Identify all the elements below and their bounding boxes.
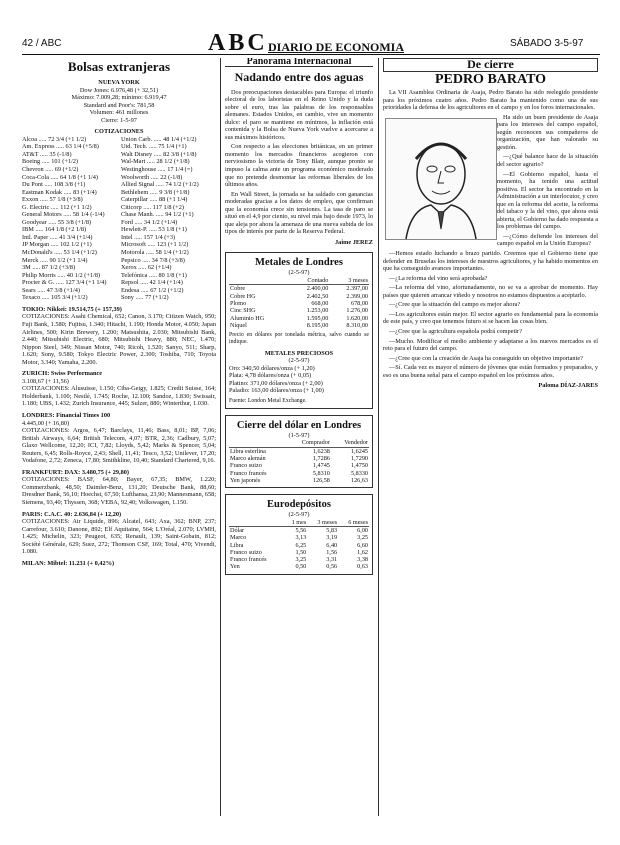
table-cell: 1,6238 (312, 447, 330, 455)
section-kicker: De cierre (383, 58, 598, 72)
market-name: NUEVA YORK (98, 79, 140, 86)
interview-answer: —El Gobierno español, hasta el momento, ha tenido una actitud positiva. El sector ha encontrado en la Administración a un interlocutor, y creo que en la reforma del aceite, la reforma del tabaco y la del vino, que ahora está abierta, el Gobierno ha dado respuesta a los problemas del campo. (497, 170, 598, 231)
table-cell: 668,00 (311, 299, 329, 307)
table-row (229, 285, 369, 293)
table-row (229, 470, 369, 477)
quote-line: Caterpillar ..... 88 (+1 1/4) (121, 196, 188, 204)
masthead: ABC (208, 30, 268, 56)
market-summary (22, 87, 216, 125)
box-date: (1-5-97) (288, 431, 310, 439)
quote-line: Hewlett-P. ..... 53 1/8 (+1) (121, 226, 187, 234)
quote-line: JP Morgan ..... 102 1/2 (+1) (22, 241, 92, 249)
table-note: Precio en dólares por tonelada métrica, salvo cuando se indique. (229, 332, 369, 345)
table-row (229, 477, 369, 484)
table-row (229, 315, 369, 322)
precious-metal-line: Plata: 4,78 dólares/onza (+ 0,05) (229, 372, 312, 380)
quote-line: Eastman Kodak ..... 83 (+1/4) (22, 188, 97, 196)
table-cell: 1,4750 (350, 462, 368, 470)
quote-line: Boeing ..... 101 (+1/2) (22, 158, 79, 166)
table-cell: Plomo (230, 299, 247, 307)
london-metals-box (225, 252, 373, 408)
table-row (229, 307, 369, 314)
quotes-heading: COTIZACIONES (94, 128, 144, 136)
table-row (229, 556, 369, 563)
table-cell: Níquel (230, 321, 247, 329)
international-panorama (225, 58, 373, 816)
table-row (229, 542, 369, 549)
quotes-table (22, 136, 216, 302)
summary-line: Cierre: 1-5-97 (101, 116, 137, 124)
interview-answer: —Hemos estado luchando a brazo partido. Creemos que el Gobierno tiene que defender en Bruselas los intereses de nuestros agricultores, y ha habido momentos en que ha conseguido avances importantes. (383, 250, 598, 273)
table-cell: Marco (230, 534, 247, 542)
quote-line: Microsoft ..... 123 (+1 1/2) (121, 241, 189, 249)
table-header: 3 meses (307, 519, 338, 527)
quote-line: Philip Morris ..... 40 1/2 (+1/8) (22, 271, 101, 279)
quote-line: Walt Disney ..... 82 3/8 (+1/8) (121, 150, 197, 158)
table-cell: 8.310,00 (346, 321, 368, 329)
box-title: Eurodepósitos (267, 499, 331, 511)
table-cell: 2.402,50 (306, 292, 329, 300)
table-cell: 678,00 (350, 299, 368, 307)
box-date: (2-5-97) (288, 269, 310, 277)
interview-question: —¿Cree que la situación del campo es mejor ahora? (389, 301, 521, 309)
table-row (229, 447, 369, 455)
table-cell: 126,58 (312, 476, 330, 484)
market-name: MILAN: Mibtel: 11.231 (+ 0,42%) (22, 559, 115, 567)
quote-line: Westinghouse ..... 17 1/4 (=) (121, 166, 193, 174)
table-header (229, 439, 286, 447)
table-cell: Cobre (230, 285, 246, 293)
page-reference: 42 / ABC (22, 38, 62, 49)
table-cell: 1.253,00 (306, 307, 329, 315)
interview-answer: —Mucho. Modificar el medio ambiente y adaptarse a los nuevos mercados es el reto para el futuro del campo. (383, 337, 598, 353)
quote-line: Wal-Mart ..... 28 1/2 (+1/8) (121, 158, 190, 166)
market-name: PARIS: C.A.C. 40: 2.636,84 (+ 12,20) (22, 510, 122, 518)
table-cell: 1.276,00 (346, 307, 368, 315)
precious-metal-line: Oro: 340,50 dólares/onza (+ 1,20) (229, 364, 315, 372)
table-footnote: Fuente: London Metal Exchange. (229, 397, 307, 404)
quote-line: Merck ..... 90 1/2 (+1 1/4) (22, 256, 88, 264)
quote-line: Utd. Tech. ..... 75 1/4 (+1) (121, 143, 187, 151)
table-cell: 0,63 (357, 563, 368, 571)
table-row (229, 455, 369, 462)
table-cell: 2.397,00 (346, 285, 368, 293)
table-cell: 5,8310 (312, 469, 330, 477)
table-cell: 1,50 (295, 548, 307, 556)
quote-line: Pepsico ..... 34 7/8 (+3/8) (121, 256, 185, 264)
caricature-portrait (385, 118, 497, 240)
quote-line: Intl. Paper ..... 41 3/4 (+1/4) (22, 233, 93, 241)
column-divider (378, 58, 379, 816)
issue-date: SÁBADO 3-5-97 (510, 38, 584, 49)
table-cell: 2.400,00 (306, 285, 329, 293)
article-headline: Nadando entre dos aguas (234, 69, 364, 84)
section-heading: Bolsas extranjeras (67, 59, 171, 74)
table-header: Comprador (286, 439, 331, 447)
table-cell: 1,62 (357, 548, 368, 556)
table-cell: 3,19 (326, 534, 338, 542)
interview-question: —¿Cómo defiende los intereses del campo español en la Unión Europea? (497, 232, 598, 248)
table-header (229, 277, 290, 285)
quote-line: AT&T ..... 35 (-1/8) (22, 150, 72, 158)
market-name: TOKIO: Nikkei: 19.514,75 (+ 157,39) (22, 305, 122, 313)
summary-line: Dow Jones: 6.976,48 (+ 32,51) (79, 86, 159, 94)
market-quotes: COTIZACIONES: Air Liquide, 896; Alcatel, 643; Axa, 362; BNP, 237; Carrefour, 3.610; Danone, 892; Elf Aquitaine, 564; L'Oréal, 2.070; LVMH, 1.425; Michelin, 323; Peugeot, 635; Renault, 139; Saint-Gobain, 812; Société Générale, 629; Suez, 272; Thomson CSF, 169; Total, 470; Vivendi, 1.080. (22, 518, 216, 556)
quote-line: Union Carb. ..... 48 1/4 (+1/2) (121, 135, 197, 143)
column-divider (220, 58, 221, 816)
table-cell: Franco francés (230, 469, 267, 477)
summary-line: Máximo: 7.009,28; mínimo: 6.919,47 (71, 94, 167, 102)
table-header: 3 meses (329, 277, 369, 285)
quote-line: Xerox ..... 62 (+1/4) (121, 264, 172, 272)
quotes-right (121, 136, 216, 302)
table-row (229, 563, 369, 570)
table-header (229, 519, 284, 527)
table-row (229, 526, 369, 534)
quote-line: McDonald's ..... 53 1/4 (+1/2) (22, 249, 97, 257)
quote-line: Alcoa ..... 72 3/4 (+1 1/2) (22, 135, 87, 143)
table-cell: Yen japonés (230, 476, 261, 484)
quote-line: Bethlehem ..... 9 3/8 (+1/8) (121, 188, 190, 196)
table-cell: 6,00 (357, 526, 368, 534)
table-cell: 1,7286 (312, 454, 330, 462)
table-cell: 3,25 (295, 556, 307, 564)
quote-line: Coca-Cola ..... 64 1/8 (+1 1/4) (22, 173, 98, 181)
quote-line: Du Pont ..... 108 3/8 (+1) (22, 181, 86, 189)
subbox-title: METALES PRECIOSOS (264, 349, 334, 357)
interview-question: —¿Qué balance hace de la situación del sector agrario? (497, 153, 598, 169)
table-cell: Franco francés (230, 556, 267, 564)
quote-line: Motorola ..... 58 1/4 (+1/2) (121, 249, 189, 257)
precious-metal-line: Paladio: 163,00 dólares/onza (+ 1,00) (229, 387, 324, 395)
quote-line: Ford ..... 34 1/2 (+1/4) (121, 218, 178, 226)
table-cell: 6,40 (326, 541, 338, 549)
eurodeposits-table (229, 519, 369, 571)
market-quotes: COTIZACIONES: Asahi Chemical, 652; Canon, 3.170; Citizen Watch, 950; Fuji Bank, 1.580; Fujitsu, 1.340; Hitachi, 1.190; Honda Motor, 4.050; Japan Airlines, 500; Kirin Brewery, 1.200; Matsushita, 2.030; Mitsubishi Bank, 2.440; Mitsubishi Electric, 680; Mitsubishi Heavy, 880; NEC, 1.470; Nippon Steel, 349; Nissan Motor, 740; Ricoh, 1.520; Sanyo, 511; Sharp, 1.620; Sony, 9.580; Tokyo Electric Power, 2.300; Toshiba, 710; Toyota Motor, 3.340; Yamaha, 2.200. (22, 313, 216, 366)
interviewee-name: PEDRO BARATO (434, 71, 547, 87)
subbox-date: (2-5-97) (288, 357, 310, 365)
quote-line: Procter & G. ..... 127 3/4 (+1 1/4) (22, 279, 107, 287)
interview-question: —¿Cree que con la creación de Asaja ha conseguido un objetivo importante? (389, 354, 583, 362)
table-row (229, 462, 369, 469)
table-cell: 126,63 (350, 476, 368, 484)
section-kicker: Panorama Internacional (225, 58, 373, 67)
table-row (229, 549, 369, 556)
section-title: DIARIO DE ECONOMIA (268, 40, 405, 54)
summary-line: Volumen: 461 millones (89, 109, 149, 117)
quote-line: 3M ..... 87 1/2 (+3/8) (22, 264, 76, 272)
interview-question: —¿Cree que la agricultura española podrá competir? (389, 327, 522, 335)
quote-line: Citicorp ..... 117 1/8 (+2) (121, 203, 184, 211)
dollar-table (229, 439, 369, 484)
table-cell: 3,25 (357, 534, 368, 542)
quote-line: Am. Express ..... 63 1/4 (+5/8) (22, 143, 99, 151)
quote-line: Allied Signal ..... 74 1/2 (+1/2) (121, 181, 199, 189)
table-cell: Cobre HG (230, 292, 256, 300)
table-cell: 5,56 (295, 526, 307, 534)
box-title: Cierre del dólar en Londres (236, 419, 362, 431)
box-date: (2-5-97) (288, 511, 310, 519)
precious-metal-line: Platino: 371,00 dólares/onza (+ 2,00) (229, 379, 323, 387)
metals-table (229, 277, 369, 329)
quote-line: Texaco ..... 105 3/4 (+1/2) (22, 294, 88, 302)
table-row (229, 534, 369, 541)
article-paragraph: Con respecto a las elecciones británicas, en un primer momento los mercados financieros acogieron con nerviosismo la victoria de Tony Blair, aunque pronto se impuso la calma ante un programa económico moderado que no pretende desmontar las reformas liberales de los últimos años. (225, 143, 373, 189)
quote-line: Goodyear ..... 55 3/8 (+1/8) (22, 218, 92, 226)
market-name: FRANKFURT: DAX: 3.480,75 (+ 29,80) (22, 468, 129, 476)
table-cell: 3,38 (357, 556, 368, 564)
de-cierre-interview (383, 58, 598, 816)
market-quotes: COTIZACIONES: Alusuisse, 1.150; Ciba-Geigy, 1.825; Credit Suisse, 164; Holderbank, 1.100; Nestlé, 1.745; Roche, 12.100; Sandoz, 1.830; Swissair, 1.180; UBS, 1.432; Zurich Insurance, 445; Sulzer, 880; Winterthur, 1.030. (22, 385, 216, 408)
table-header: 1 mes (284, 519, 308, 527)
market-name: LONDRES: Financial Times 100 (22, 411, 111, 419)
table-header: Contado (290, 277, 330, 285)
article-paragraph: La VII Asamblea Ordinaria de Asaja, Pedro Barato ha sido reelegido presidente para los próximos cuatro años. Pedro Barato ha mantenido como una de sus prioridades la defensa de los agricultores en el campo y en los foros internacionales. (383, 89, 598, 112)
table-row (229, 322, 369, 329)
dollar-close-box (225, 415, 373, 488)
table-cell: 3,31 (326, 556, 338, 564)
foreign-stock-markets (22, 58, 216, 816)
quote-line: Woolworth ..... 22 (-1/8) (121, 173, 183, 181)
box-title: Metales de Londres (255, 257, 343, 269)
interview-answer: —Los agricultores están mejor. El sector agrario es fundamental para la economía de este país, y creo que tenemos futuro si se hacen las cosas bien. (383, 310, 598, 326)
table-cell: Aluminio HG (230, 314, 265, 322)
table-cell: 5,83 (326, 526, 338, 534)
eurodeposits-box (225, 494, 373, 575)
quote-line: Chase Manh. ..... 94 1/2 (+1) (121, 211, 194, 219)
table-cell: 0,56 (326, 563, 338, 571)
quote-line: IBM ..... 164 1/8 (+2 1/8) (22, 226, 87, 234)
interview-answer: —La reforma del vino, afortunadamente, no se va a aprobar de momento. Hay países que quieren arrancar viñedo y nosotros no estamos dispuestos a aceptarlo. (383, 284, 598, 299)
table-cell: Libra esterlina (230, 447, 266, 455)
table-cell: 8.195,00 (306, 321, 329, 329)
table-cell: Franco suizo (230, 548, 262, 556)
table-cell: Marco alemán (230, 454, 266, 462)
quote-line: Intel ..... 157 1/4 (+3) (121, 233, 176, 241)
table-cell: 1,6245 (350, 447, 368, 455)
table-cell: 6,25 (295, 541, 307, 549)
table-cell: 3,13 (295, 534, 307, 542)
quote-line: Telefónica ..... 80 1/8 (+1) (121, 271, 187, 279)
market-name: ZURICH: Swiss Performance (22, 370, 103, 378)
table-cell: 6,60 (357, 541, 368, 549)
table-cell: Libra (230, 541, 244, 549)
table-cell: 0,50 (295, 563, 307, 571)
table-cell: Dólar (230, 526, 245, 534)
table-cell: 1.595,00 (306, 314, 329, 322)
quotes-left (22, 136, 117, 302)
table-cell: 1,7290 (350, 454, 368, 462)
market-index: 4.445,00 (+ 16,80) (22, 419, 70, 427)
market-quotes: COTIZACIONES: BASF, 64,80; Bayer, 67,35; BMW, 1.220; Commerzbank, 48,50; Daimler-Benz, 131,20; Deutsche Bank, 88,60; Dresdner Bank, 56,10; Hoechst, 67,50; Lufthansa, 23,90; Mannesmann, 658; Siemens, 93,40; Thyssen, 368; VEBA, 92,40; Volkswagen, 1.150. (22, 476, 216, 506)
table-cell: Cinc SHG (230, 307, 256, 315)
quote-line: Sony ..... 77 (+1/2) (121, 294, 169, 302)
quote-line: Exxon ..... 57 1/8 (+3/8) (22, 196, 83, 204)
quote-line: General Motors ..... 58 1/4 (-1/4) (22, 211, 105, 219)
table-row (229, 300, 369, 307)
article-paragraph: Ha sido un buen presidente de Asaja para los intereses del campo español, según reconocen sus compañeros de organización, que han valorado su gestión. (497, 113, 598, 151)
article-paragraph: En Wall Street, la jornada se ha saldado con ganancias moderadas gracias a los datos de empleo, que confirman que la economía crece sin tensiones. La tasa de paro se situó en el 4,9 por ciento, su nivel más bajo desde 1973, lo que aleja por ahora la amenaza de una nueva subida de los tipos de interés por parte de la Reserva Federal. (225, 190, 373, 236)
quote-line: Sears ..... 47 3/8 (+1/4) (22, 286, 80, 294)
article-signature: Paloma DÍAZ-JARES (538, 382, 598, 390)
article-paragraph: Dos preocupaciones destacables para Europa: el triunfo electoral de los laboristas en el Reino Unido y la duda sobre el euro, tras las palabras de los responsables alemanes. Estados Unidos, en cambio, vive un momento dulce: el paro se mantiene en mínimos, la inflación está contenida y la Bolsa de Nueva York vuelve a acercarse a sus máximos históricos. (225, 88, 373, 141)
quote-line: Endesa ..... 67 1/2 (+1/2) (121, 286, 184, 294)
table-cell: 5,8330 (350, 469, 368, 477)
table-cell: 1,56 (326, 548, 338, 556)
market-quotes: COTIZACIONES: Argos, 6,47; Barclays, 11,46; Bass, 8,01; BP, 7,06; British Airways, 6,64; British Telecom, 4,07; BTR, 2,36; Cadbury, 5,07; Glaxo Wellcome, 12,20; ICI, 7,82; Lloyds, 5,42; Marks & Spencer, 5,04; Reuters, 6,45; Rolls-Royce, 2,43; Shell, 11,41; Tesco, 3,52; Unilever, 17,20; Vodafone, 2,72; Zeneca, 17,80; Smithkline, 10,40; Standard Chartered, 9,16. (22, 427, 216, 465)
table-cell: 2.399,00 (346, 292, 368, 300)
table-header: Vendedor (331, 439, 369, 447)
market-index: 3.108,67 (+ 11,56) (22, 377, 69, 385)
table-cell: 1.620,00 (346, 314, 368, 322)
table-header: 6 meses (338, 519, 369, 527)
table-cell: Yen (230, 563, 240, 571)
quote-line: Chevron ..... 69 (+1/2) (22, 166, 79, 174)
table-cell: Franco suizo (230, 462, 262, 470)
quote-line: G. Electric ..... 112 (+1 1/2) (22, 203, 92, 211)
interview-answer: —Sí. Cada vez es mayor el número de jóvenes que están formados y preparados, y eso es una buena señal para el campo español en los próximos años. (383, 364, 598, 379)
table-row (229, 293, 369, 300)
quote-line: Repsol ..... 42 1/4 (+1/4) (121, 279, 183, 287)
article-signature: Jaime JEREZ (335, 238, 373, 246)
precious-metals-list (229, 365, 369, 395)
table-cell: 1,4745 (312, 462, 330, 470)
summary-line: Standard and Poor's: 781,58 (83, 101, 155, 109)
header-rule (22, 54, 600, 55)
interview-question: —¿La reforma del vino será aprobada? (389, 274, 488, 282)
